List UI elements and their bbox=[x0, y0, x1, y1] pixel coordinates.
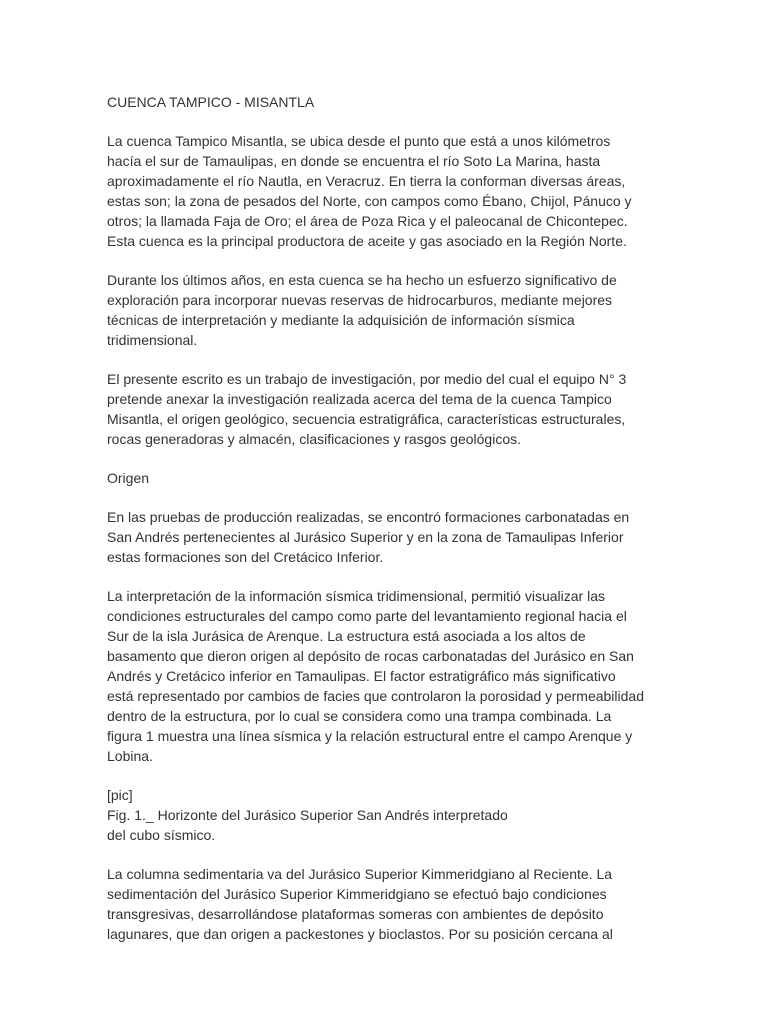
paragraph-production-tests: En las pruebas de producción realizadas, se encontró formaciones carbonatadas en San Andrés pertenecientes al Jurásico Superior y en la zona de Tamaulipas Inferior estas formaciones son del Cretácico Inferior. bbox=[107, 509, 630, 565]
document-page bbox=[107, 92, 667, 944]
section-heading-origen: Origen bbox=[107, 470, 150, 486]
document-title: CUENCA TAMPICO - MISANTLA bbox=[107, 94, 315, 110]
paragraph-purpose: El presente escrito es un trabajo de investigación, por medio del cual el equipo N° 3 pretende anexar la investigación realizada acerca del tema de la cuenca Tampico Misantla, el origen geológico, secuencia estratigráfica, características estructurales, rocas generadoras y almacén, clasificaciones y rasgos geológicos. bbox=[107, 371, 627, 447]
paragraph-location: La cuenca Tampico Misantla, se ubica desde el punto que está a unos kilómetros hacía el sur de Tamaulipas, en donde se encuentra el río Soto La Marina, hasta aproximadamente el río Nautla, en Veracruz. En tierra la conforman diversas áreas, estas son; la zona de pesados del Norte, con campos como Ébano, Chijol, Pánuco y otros; la llamada Faja de Oro; el área de Poza Rica y el paleocanal de Chicontepec. Esta cuenca es la principal productora de aceite y gas asociado en la Región Norte. bbox=[107, 133, 632, 249]
figure-caption: [pic] Fig. 1._ Horizonte del Jurásico Superior San Andrés interpretado del cubo sísmico. bbox=[107, 787, 508, 843]
paragraph-exploration: Durante los últimos años, en esta cuenca se ha hecho un esfuerzo significativo de exploración para incorporar nuevas reservas de hidrocarburos, mediante mejores técnicas de interpretación y mediante la adquisición de información sísmica tridimensional. bbox=[107, 272, 617, 348]
paragraph-sedimentary-column: La columna sedimentaria va del Jurásico Superior Kimmeridgiano al Reciente. La sedimentación del Jurásico Superior Kimmeridgiano se efectuó bajo condiciones transgresivas, desarrollándose plataformas someras con ambientes de depósito lagunares, que dan origen a packestones y bioclastos. Por su posición cercana al bbox=[107, 866, 613, 942]
paragraph-seismic-interpretation: La interpretación de la información sísmica tridimensional, permitió visualizar las condiciones estructurales del campo como parte del levantamiento regional hacia el Sur de la isla Jurásica de Arenque. La estructura está asociada a los altos de basamento que dieron origen al depósito de rocas carbonatadas del Jurásico en San Andrés y Cretácico inferior en Tamaulipas. El factor estratigráfico más significativo está representado por cambios de facies que controlaron la porosidad y permeabilidad dentro de la estructura, por lo cual se considera como una trampa combinada. La figura 1 muestra una línea sísmica y la relación estructural entre el campo Arenque y Lobina. bbox=[107, 588, 644, 764]
